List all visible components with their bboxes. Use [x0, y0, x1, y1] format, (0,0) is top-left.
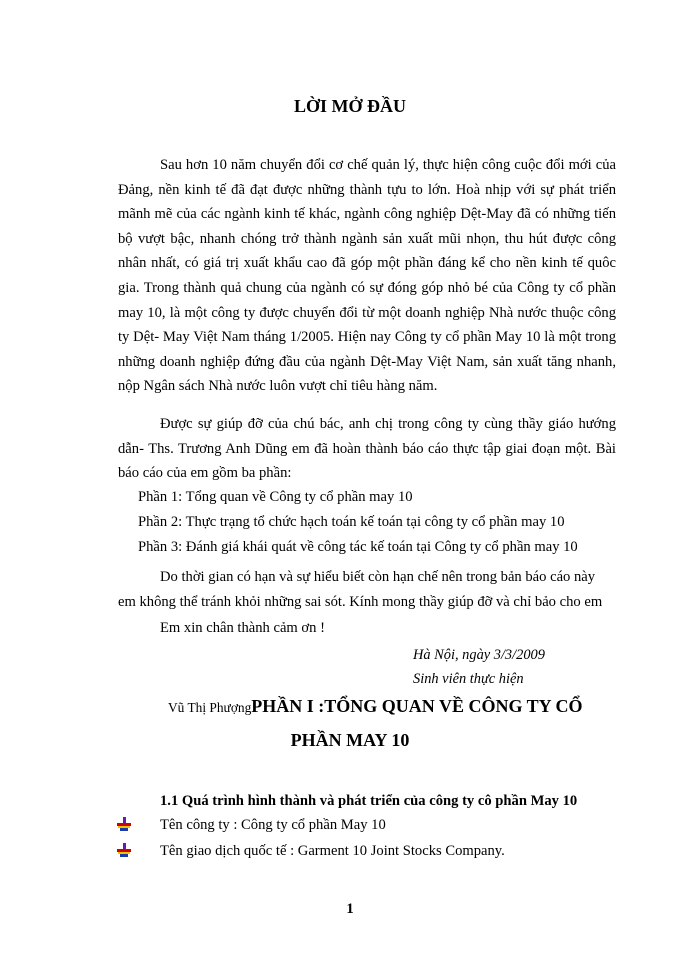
limitation-paragraph: Do thời gian có hạn và sự hiểu biết còn hạn chế nên trong bản báo cáo này em không thể tránh khỏi những sai sót. Kính mong thầy giúp đỡ và chỉ bảo cho em: [118, 569, 603, 610]
hand-pointer-icon: [117, 817, 133, 833]
part-list-item: Phần 1: Tổng quan về Công ty cổ phần may 10: [138, 489, 413, 505]
author-name: Vũ Thị Phượng: [168, 700, 252, 715]
section-heading: 1.1 Quá trình hình thành và phát triển của công ty cô phần May 10: [160, 793, 578, 809]
part-list-item: Phần 2: Thực trạng tổ chức hạch toán kế toán tại công ty cổ phần may 10: [138, 514, 565, 530]
bullet-item-company-name: Tên công ty : Công ty cổ phần May 10: [160, 817, 386, 833]
part-heading-line1: PHẦN I :TỔNG QUAN VỀ CÔNG TY CỔ: [251, 696, 583, 716]
page-title: LỜI MỞ ĐẦU: [294, 96, 406, 116]
intro-paragraph: Sau hơn 10 năm chuyển đổi cơ chế quản lý, thực hiện công cuộc đổi mới của Đảng, nền kinh tế đã đạt được những thành tựu to lớn. Hoà nhịp với sự phát triển mãnh mẽ của các ngành kinh tế khác, ngành công nghiệp Dệt-May đã có những tiến bộ vượt bậc, nhanh chóng trở thành ngành sản xuất mũi nhọn, thu hút được công nhân nhất, có giá trị xuất khẩu cao đã góp một phần đáng kể cho nền kinh tế quôc gia. Trong thành quả chung của ngành có sự đóng góp nhỏ bé của Công ty cổ phần may 10, là một công ty được chuyển đổi từ một doanh nghiệp Nhà nước thuộc công ty Dệt- May Việt Nam tháng 1/2005. Hiện nay Công ty cổ phần May 10 là một trong những doanh nghiệp đứng đầu của ngành Dệt-May Việt Nam, sản xuất tăng nhanh, nộp Ngân sách Nhà nước luôn vượt chỉ tiêu hàng năm.: [118, 157, 616, 395]
part-list-item: Phần 3: Đánh giá khái quát về công tác kế toán tại Công ty cổ phần may 10: [138, 539, 578, 555]
author-heading-line: [168, 696, 583, 717]
closing-line: Em xin chân thành cảm ơn !: [160, 620, 325, 636]
place-date: Hà Nội, ngày 3/3/2009: [413, 647, 545, 663]
signature-role: Sinh viên thực hiện: [413, 671, 524, 687]
part-heading-line2: PHẦN MAY 10: [290, 730, 410, 750]
page-number: 1: [346, 901, 354, 917]
thanks-paragraph: Được sự giúp đỡ của chú bác, anh chị trong công ty cùng thầy giáo hướng dẫn- Ths. Trương Anh Dũng em đã hoàn thành báo cáo thực tập giai đoạn một. Bài báo cáo của em gồm ba phần:: [118, 416, 616, 482]
bullet-item-trade-name: Tên giao dịch quốc tế : Garment 10 Joint Stocks Company.: [160, 843, 505, 859]
hand-pointer-icon: [117, 843, 133, 859]
